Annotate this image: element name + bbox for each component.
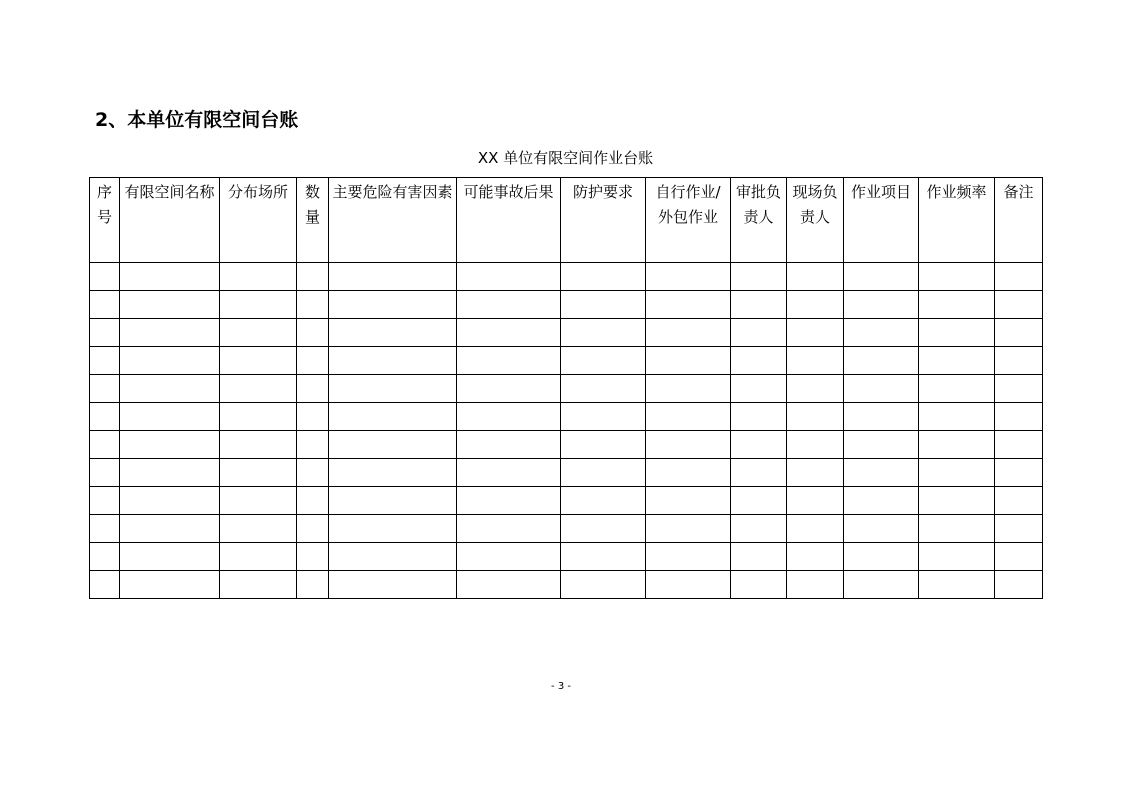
table-cell xyxy=(561,319,646,347)
table-cell xyxy=(561,543,646,571)
table-cell xyxy=(120,291,220,319)
column-header: 有限空间名称 xyxy=(120,178,220,263)
table-row xyxy=(90,263,1043,291)
table-cell xyxy=(457,487,561,515)
table-cell xyxy=(329,263,457,291)
table-cell xyxy=(457,263,561,291)
table-cell xyxy=(919,487,995,515)
table-cell xyxy=(787,291,844,319)
table-cell xyxy=(457,347,561,375)
table-header-row xyxy=(90,178,1043,263)
table-cell xyxy=(646,319,731,347)
table-cell xyxy=(844,571,919,599)
table-cell xyxy=(844,487,919,515)
table-cell xyxy=(646,347,731,375)
table-cell xyxy=(561,431,646,459)
table-cell xyxy=(919,571,995,599)
table-cell xyxy=(561,403,646,431)
table-cell xyxy=(731,375,787,403)
table-cell xyxy=(561,291,646,319)
page-number: - 3 - xyxy=(551,681,571,692)
table-row xyxy=(90,515,1043,543)
table-cell xyxy=(919,431,995,459)
table-cell xyxy=(90,291,120,319)
table-cell xyxy=(90,319,120,347)
table-cell xyxy=(995,403,1043,431)
table-cell xyxy=(646,375,731,403)
table-row xyxy=(90,347,1043,375)
table-cell xyxy=(90,375,120,403)
table-cell xyxy=(297,431,329,459)
table-cell xyxy=(995,375,1043,403)
table-cell xyxy=(995,431,1043,459)
table-cell xyxy=(457,571,561,599)
table-cell xyxy=(457,459,561,487)
table-cell xyxy=(995,347,1043,375)
table-cell xyxy=(561,515,646,543)
table-body xyxy=(90,263,1043,599)
table-cell xyxy=(646,487,731,515)
table-cell xyxy=(457,515,561,543)
table-cell xyxy=(297,319,329,347)
table-cell xyxy=(844,263,919,291)
table-cell xyxy=(220,431,297,459)
table-cell xyxy=(120,543,220,571)
table-cell xyxy=(787,375,844,403)
table-cell xyxy=(220,319,297,347)
table-cell xyxy=(561,459,646,487)
table-cell xyxy=(787,319,844,347)
table-cell xyxy=(329,487,457,515)
table-cell xyxy=(120,459,220,487)
table-cell xyxy=(297,487,329,515)
table-cell xyxy=(844,375,919,403)
table-cell xyxy=(120,263,220,291)
table-cell xyxy=(731,319,787,347)
table-cell xyxy=(787,403,844,431)
column-header: 备注 xyxy=(995,178,1043,263)
table-cell xyxy=(457,319,561,347)
table-cell xyxy=(90,571,120,599)
table-cell xyxy=(329,515,457,543)
table-cell xyxy=(220,487,297,515)
table-cell xyxy=(297,515,329,543)
table-cell xyxy=(919,291,995,319)
table-cell xyxy=(646,263,731,291)
table-cell xyxy=(646,515,731,543)
table-cell xyxy=(561,375,646,403)
table-cell xyxy=(90,431,120,459)
table-cell xyxy=(457,543,561,571)
table-row xyxy=(90,431,1043,459)
table-cell xyxy=(297,263,329,291)
table-cell xyxy=(731,571,787,599)
table-cell xyxy=(844,347,919,375)
table-cell xyxy=(561,571,646,599)
table-cell xyxy=(787,263,844,291)
table-cell xyxy=(220,515,297,543)
table-row xyxy=(90,375,1043,403)
table-cell xyxy=(731,347,787,375)
table-cell xyxy=(457,431,561,459)
table-cell xyxy=(646,459,731,487)
column-header: 自行作业/外包作业 xyxy=(646,178,731,263)
table-cell xyxy=(297,543,329,571)
table-row xyxy=(90,291,1043,319)
table-cell xyxy=(90,543,120,571)
table-cell xyxy=(297,375,329,403)
table-cell xyxy=(90,263,120,291)
column-header: 序号 xyxy=(90,178,120,263)
column-header: 数量 xyxy=(297,178,329,263)
table-cell xyxy=(220,459,297,487)
table-cell xyxy=(731,431,787,459)
table-cell xyxy=(919,459,995,487)
table-cell xyxy=(995,459,1043,487)
table-cell xyxy=(731,487,787,515)
column-header: 作业项目 xyxy=(844,178,919,263)
table-cell xyxy=(120,515,220,543)
table-cell xyxy=(844,291,919,319)
table-cell xyxy=(844,319,919,347)
table-cell xyxy=(646,543,731,571)
table-cell xyxy=(731,543,787,571)
table-cell xyxy=(329,543,457,571)
table-cell xyxy=(995,291,1043,319)
table-cell xyxy=(220,543,297,571)
table-cell xyxy=(329,403,457,431)
table-cell xyxy=(220,375,297,403)
table-cell xyxy=(844,515,919,543)
table-title: XX 单位有限空间作业台账 xyxy=(477,149,654,167)
table-cell xyxy=(787,515,844,543)
table-cell xyxy=(329,291,457,319)
table-cell xyxy=(919,403,995,431)
table-cell xyxy=(995,487,1043,515)
table-cell xyxy=(844,543,919,571)
column-header: 现场负责人 xyxy=(787,178,844,263)
table-cell xyxy=(787,543,844,571)
table-cell xyxy=(220,263,297,291)
table-cell xyxy=(120,487,220,515)
table-cell xyxy=(457,291,561,319)
table-cell xyxy=(919,515,995,543)
table-row xyxy=(90,571,1043,599)
table-cell xyxy=(329,571,457,599)
table-cell xyxy=(646,403,731,431)
table-cell xyxy=(731,263,787,291)
table-cell xyxy=(457,403,561,431)
table-cell xyxy=(919,347,995,375)
section-heading: 2、本单位有限空间台账 xyxy=(95,109,299,131)
table-cell xyxy=(297,347,329,375)
table-cell xyxy=(787,431,844,459)
table-cell xyxy=(297,291,329,319)
table-cell xyxy=(297,459,329,487)
table-cell xyxy=(329,319,457,347)
table-cell xyxy=(646,431,731,459)
table-cell xyxy=(561,487,646,515)
table-cell xyxy=(646,291,731,319)
table-cell xyxy=(844,431,919,459)
table-cell xyxy=(329,375,457,403)
table-cell xyxy=(90,515,120,543)
table-cell xyxy=(220,571,297,599)
table-cell xyxy=(220,403,297,431)
table-row xyxy=(90,403,1043,431)
table-cell xyxy=(844,459,919,487)
confined-space-ledger-table xyxy=(89,177,1043,599)
table-cell xyxy=(995,543,1043,571)
table-cell xyxy=(329,347,457,375)
table-cell xyxy=(844,403,919,431)
table-cell xyxy=(120,431,220,459)
table-cell xyxy=(995,515,1043,543)
table-cell xyxy=(329,459,457,487)
table-cell xyxy=(220,347,297,375)
table-cell xyxy=(919,543,995,571)
table-cell xyxy=(646,571,731,599)
table-cell xyxy=(220,291,297,319)
table-cell xyxy=(297,403,329,431)
column-header: 分布场所 xyxy=(220,178,297,263)
table-cell xyxy=(787,571,844,599)
table-cell xyxy=(995,319,1043,347)
table-cell xyxy=(120,375,220,403)
table-cell xyxy=(731,515,787,543)
table-cell xyxy=(120,347,220,375)
column-header: 审批负责人 xyxy=(731,178,787,263)
column-header: 防护要求 xyxy=(561,178,646,263)
table-cell xyxy=(995,571,1043,599)
table-row xyxy=(90,459,1043,487)
table-cell xyxy=(120,319,220,347)
table-cell xyxy=(731,459,787,487)
table-row xyxy=(90,319,1043,347)
table-cell xyxy=(561,347,646,375)
table-cell xyxy=(731,291,787,319)
table-row xyxy=(90,487,1043,515)
table-cell xyxy=(561,263,646,291)
column-header: 作业频率 xyxy=(919,178,995,263)
table-cell xyxy=(787,347,844,375)
table-cell xyxy=(120,571,220,599)
table-cell xyxy=(329,431,457,459)
column-header: 主要危险有害因素 xyxy=(329,178,457,263)
table-cell xyxy=(787,487,844,515)
table-cell xyxy=(919,319,995,347)
table-cell xyxy=(90,459,120,487)
table-cell xyxy=(919,375,995,403)
table-cell xyxy=(90,403,120,431)
table-cell xyxy=(919,263,995,291)
table-cell xyxy=(90,487,120,515)
column-header: 可能事故后果 xyxy=(457,178,561,263)
table-cell xyxy=(120,403,220,431)
table-cell xyxy=(731,403,787,431)
table-cell xyxy=(995,263,1043,291)
table-cell xyxy=(90,347,120,375)
table-row xyxy=(90,543,1043,571)
table-cell xyxy=(787,459,844,487)
table-cell xyxy=(297,571,329,599)
table-cell xyxy=(457,375,561,403)
